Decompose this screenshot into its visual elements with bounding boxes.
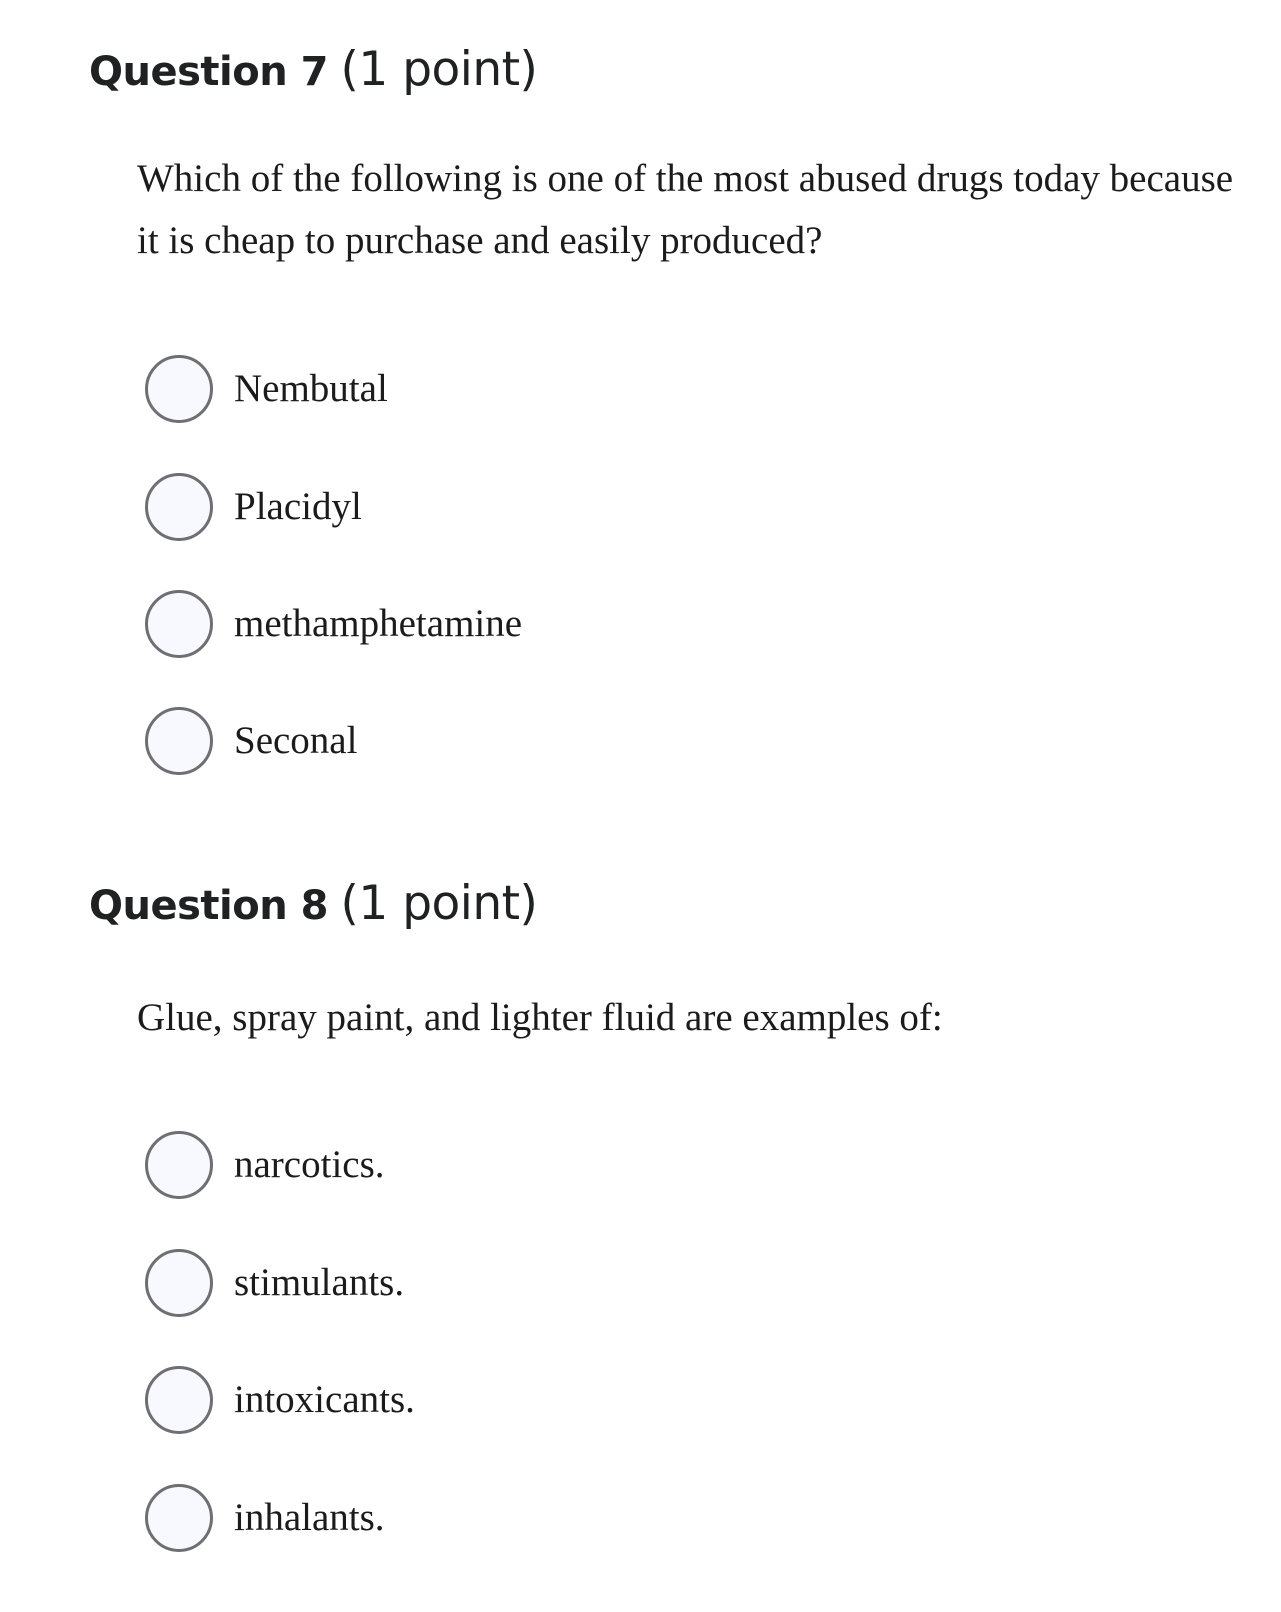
answer-option-nembutal[interactable] [145, 354, 388, 424]
question-number: Question 8 [89, 883, 328, 929]
answer-option-intoxicants[interactable] [145, 1365, 415, 1435]
radio-button-icon[interactable] [145, 590, 213, 658]
answer-option-inhalants[interactable] [145, 1483, 385, 1553]
question-heading [89, 874, 537, 936]
answer-option-seconal[interactable] [145, 706, 357, 776]
question-points: (1 point) [340, 876, 538, 931]
option-label: Seconal [234, 719, 358, 762]
answer-option-placidyl[interactable] [145, 472, 362, 542]
option-label: Placidyl [234, 485, 362, 528]
answer-option-methamphetamine[interactable] [145, 589, 522, 659]
option-label: inhalants. [234, 1496, 385, 1539]
radio-button-icon[interactable] [145, 707, 213, 775]
answer-option-stimulants[interactable] [145, 1248, 404, 1318]
question-heading [89, 40, 537, 102]
option-label: stimulants. [234, 1261, 405, 1304]
radio-button-icon[interactable] [145, 1366, 213, 1434]
option-label: intoxicants. [234, 1378, 415, 1421]
option-label: narcotics. [234, 1143, 385, 1186]
radio-button-icon[interactable] [145, 1249, 213, 1317]
option-label: Nembutal [234, 367, 388, 410]
radio-button-icon[interactable] [145, 355, 213, 423]
radio-button-icon[interactable] [145, 1131, 213, 1199]
answer-option-narcotics[interactable] [145, 1130, 385, 1200]
question-points: (1 point) [340, 42, 538, 97]
question-number: Question 7 [89, 49, 328, 95]
question-text: Glue, spray paint, and lighter fluid are examples of: [137, 996, 943, 1039]
option-label: methamphetamine [234, 602, 523, 645]
question-text: Which of the following is one of the most abused drugs today because it is cheap to purchase and easily produced? [137, 157, 1234, 262]
radio-button-icon[interactable] [145, 473, 213, 541]
radio-button-icon[interactable] [145, 1484, 213, 1552]
